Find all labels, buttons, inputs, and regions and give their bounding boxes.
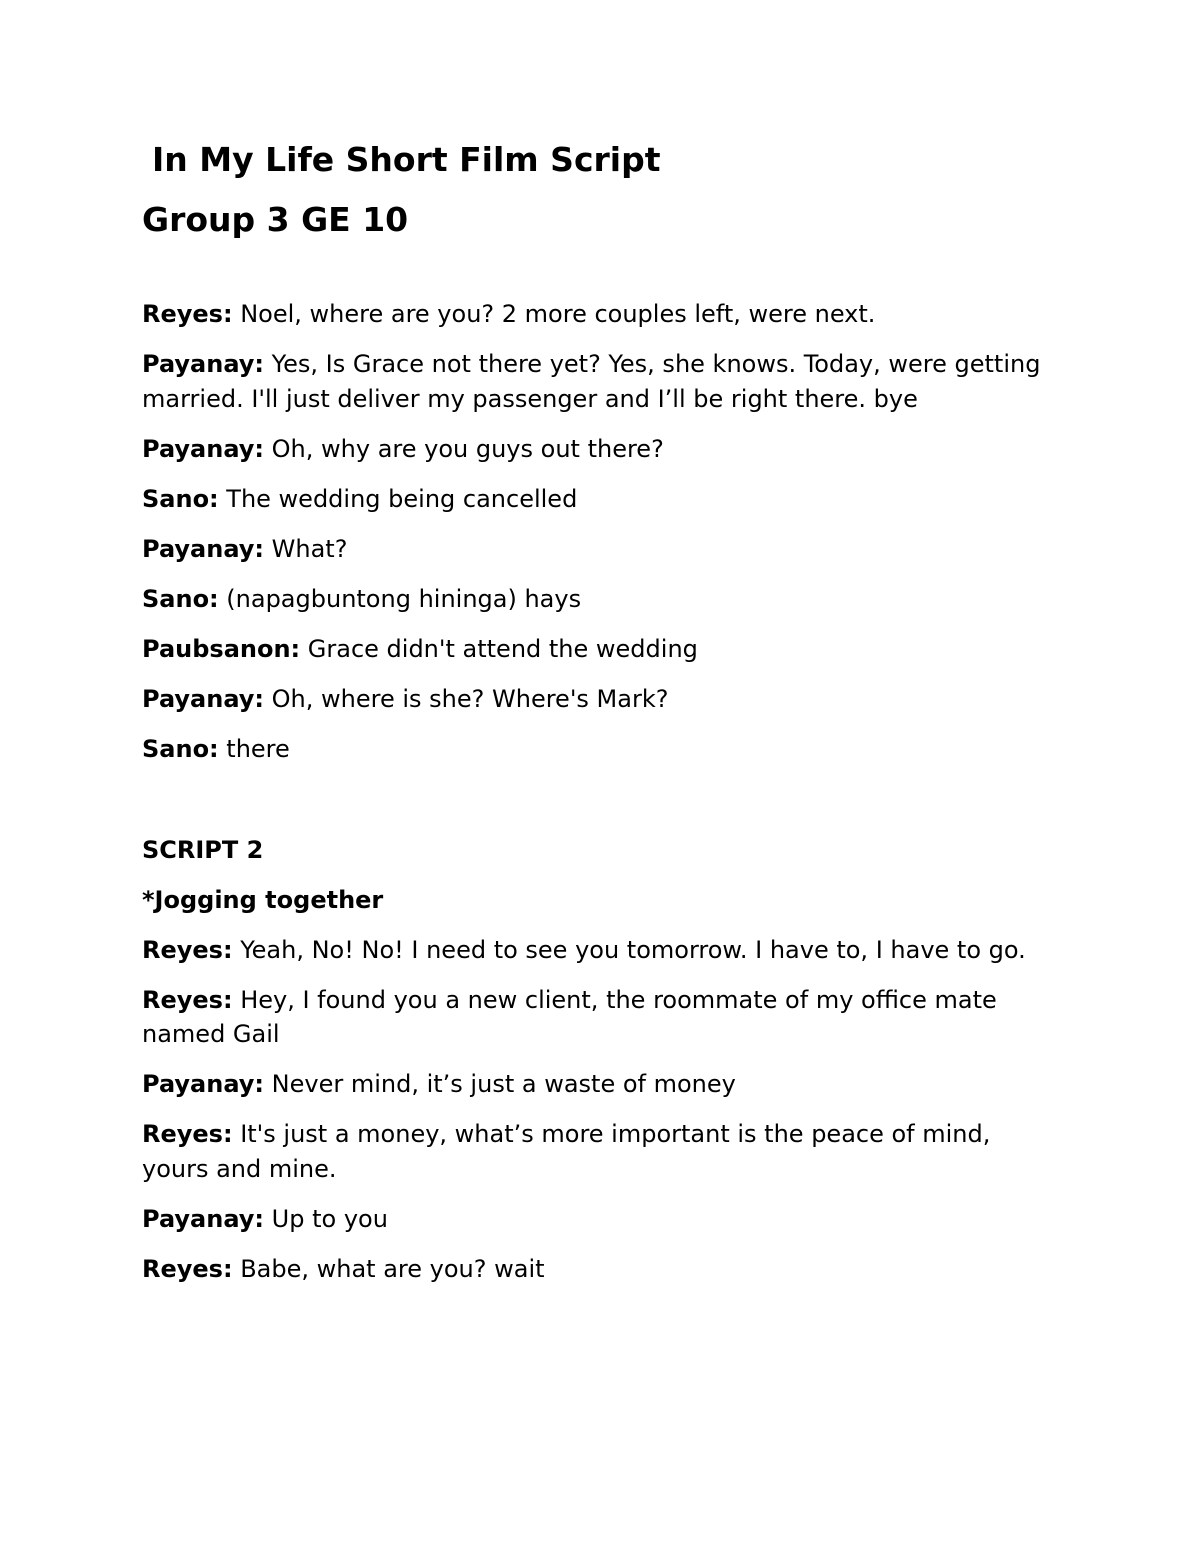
- scene-direction: *Jogging together: [142, 885, 384, 914]
- speaker-name: Payanay:: [142, 684, 265, 713]
- speaker-name: Paubsanon:: [142, 634, 301, 663]
- speaker-name: Payanay:: [142, 1204, 265, 1233]
- speaker-name: Reyes:: [142, 1120, 233, 1148]
- dialogue-line: [142, 432, 1052, 467]
- document-title: In My Life Short Film Script: [152, 140, 661, 179]
- script-1-dialogue: [142, 297, 1052, 766]
- dialogue-line: [142, 682, 1052, 717]
- script-2-heading: SCRIPT 2: [142, 835, 264, 864]
- document-subtitle: Group 3 GE 10: [142, 200, 409, 239]
- dialogue-line: [142, 1117, 1052, 1186]
- dialogue-text: there: [218, 734, 290, 763]
- dialogue-text: Up to you: [264, 1204, 388, 1233]
- speaker-name: Payanay:: [142, 1070, 265, 1098]
- speaker-name: Payanay:: [142, 434, 265, 463]
- speaker-name: Reyes:: [142, 935, 233, 964]
- dialogue-line: [142, 482, 1052, 517]
- dialogue-text: What?: [264, 534, 348, 563]
- speaker-name: Sano:: [142, 734, 219, 763]
- dialogue-text: Yes, Is Grace not there yet? Yes, she knows. Today, were getting married. I'll just deliver my passenger and I’ll be right there. bye: [142, 350, 1041, 413]
- dialogue-text: Hey, I found you a new client, the roommate of my office mate named Gail: [142, 985, 997, 1048]
- speaker-name: Payanay:: [142, 534, 265, 563]
- dialogue-text: Grace didn't attend the wedding: [300, 634, 698, 663]
- dialogue-text: Never mind, it’s just a waste of money: [264, 1070, 736, 1098]
- dialogue-line: [142, 1067, 1052, 1102]
- dialogue-line: [142, 582, 1052, 617]
- dialogue-text: Oh, why are you guys out there?: [264, 434, 664, 463]
- dialogue-line: [142, 983, 1052, 1052]
- document-body: [142, 140, 1052, 1302]
- speaker-name: Reyes:: [142, 300, 233, 328]
- dialogue-text: Noel, where are you? 2 more couples left, were next.: [232, 300, 876, 328]
- speaker-name: Reyes:: [142, 1254, 233, 1283]
- speaker-name: Sano:: [142, 484, 219, 513]
- script-2-dialogue: [142, 933, 1052, 1287]
- dialogue-line: [142, 347, 1052, 416]
- speaker-name: Payanay:: [142, 350, 265, 378]
- dialogue-text: The wedding being cancelled: [218, 484, 578, 513]
- dialogue-line: [142, 532, 1052, 567]
- dialogue-text: It's just a money, what’s more important is the peace of mind, yours and mine.: [142, 1120, 991, 1183]
- dialogue-line: [142, 1252, 1052, 1287]
- dialogue-text: Yeah, No! No! I need to see you tomorrow. I have to, I have to go.: [232, 935, 1026, 964]
- dialogue-line: [142, 933, 1052, 968]
- dialogue-line: [142, 632, 1052, 667]
- dialogue-line: [142, 297, 1052, 332]
- dialogue-line: [142, 732, 1052, 767]
- dialogue-text: Babe, what are you? wait: [232, 1254, 545, 1283]
- speaker-name: Sano:: [142, 584, 219, 613]
- dialogue-text: (napagbuntong hininga) hays: [218, 584, 582, 613]
- speaker-name: Reyes:: [142, 985, 233, 1014]
- dialogue-line: [142, 1202, 1052, 1237]
- section-spacer: [142, 782, 1052, 833]
- dialogue-text: Oh, where is she? Where's Mark?: [264, 684, 669, 713]
